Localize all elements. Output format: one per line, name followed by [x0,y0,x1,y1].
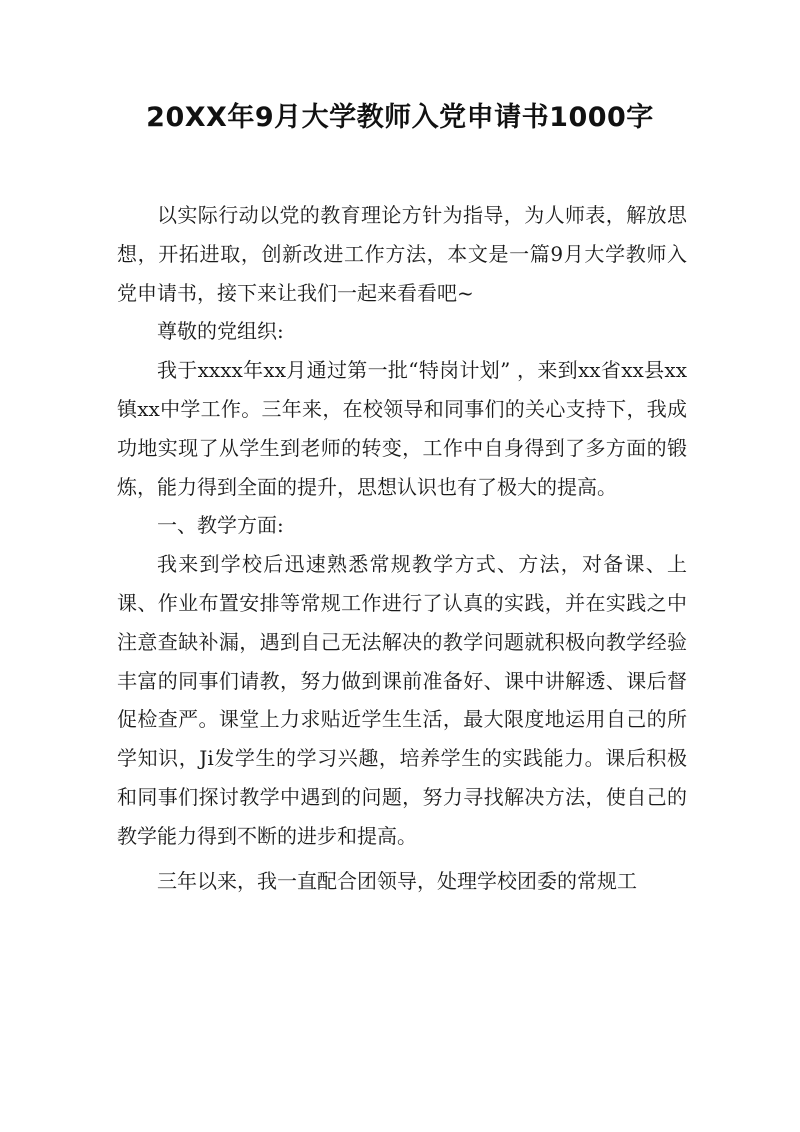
intro-paragraph: 以实际行动以党的教育理论方针为指导，为人师表，解放思想，开拓进取，创新改进工作方法，本文是一篇9月大学教师入党申请书，接下来让我们一起来看看吧~ [117,203,687,305]
document-title: 20XX年9月大学教师入党申请书1000字 [146,102,654,133]
teaching-paragraph: 我来到学校后迅速熟悉常规教学方式、方法，对备课、上课、作业布置安排等常规工作进行了认真的实践，并在实践之中注意查缺补漏，遇到自己无法解决的教学问题就积极向教学经验丰富的同事们请教，努力做到课前准备好、课中讲解透、课后督促检查严。课堂上力求贴近学生生活，最大限度地运用自己的所学知识，Ji发学生的学习兴趣，培养学生的实践能力。课后积极和同事们探讨教学中遇到的问题，努力寻找解决方法，使自己的教学能力得到不断的进步和提高。 [117,552,687,848]
background-paragraph: 我于xxxx年xx月通过第一批“特岗计划” ，来到xx省xx县xx镇xx中学工作。三年来，在校领导和同事们的关心支持下，我成功地实现了从学生到老师的转变，工作中自身得到了多方面的锻炼，能力得到全面的提升，思想认识也有了极大的提高。 [117,358,687,499]
youth-league-paragraph: 三年以来，我一直配合团领导，处理学校团委的常规工 [157,868,637,893]
document-body [117,196,687,900]
section-heading-teaching: 一、教学方面: [157,513,284,538]
salutation-paragraph: 尊敬的党组织: [157,319,284,344]
